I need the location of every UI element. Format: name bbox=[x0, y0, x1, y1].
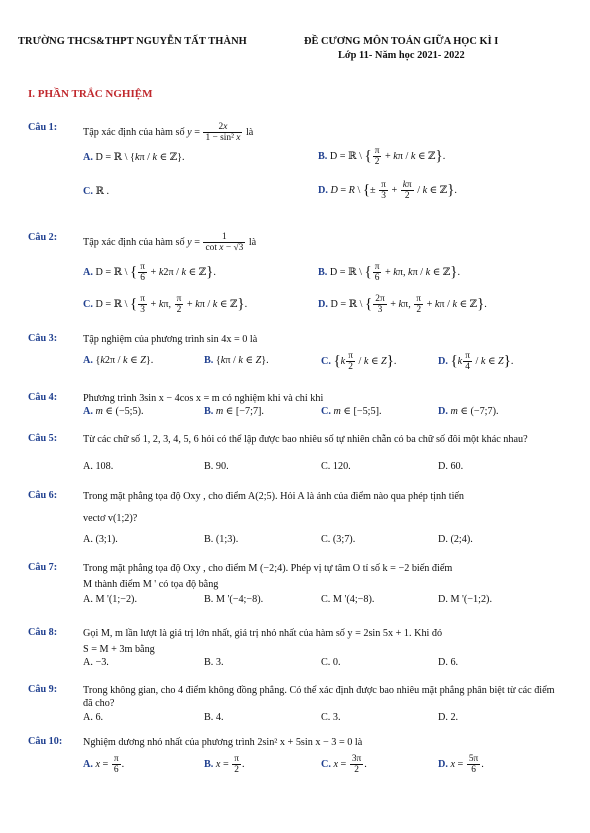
option-b[interactable]: B. 4. bbox=[204, 712, 224, 723]
option-c[interactable]: C. {k $\frac{\pi}{2}$ / k ∈ Z}. bbox=[321, 351, 397, 372]
question-label: Câu 4: bbox=[28, 392, 58, 403]
question-text-2: M thành điểm M ' có tọa độ bằng bbox=[83, 579, 219, 590]
option-b[interactable]: B. D = ℝ \ { $\frac{\pi}{2}$ + kπ / k ∈ ℤ}. bbox=[318, 146, 446, 167]
option-d[interactable]: D. M '(−1;2). bbox=[438, 594, 492, 605]
option-c[interactable]: C. D = ℝ \ { $\frac{\pi}{3}$ + kπ, $\frac{\pi}{2}$ + kπ / k ∈ ℤ}. bbox=[83, 294, 248, 315]
option-a[interactable]: A. m ∈ (−5;5). bbox=[83, 406, 144, 417]
question-text: Từ các chữ số 1, 2, 3, 4, 5, 6 hỏi có thể lập được bao nhiêu số tự nhiên chẵn có ba chữ số đôi một khác nhau? bbox=[83, 434, 528, 445]
option-d[interactable]: D. {k $\frac{\pi}{4}$ / k ∈ Z}. bbox=[438, 351, 514, 372]
option-d[interactable]: D. (2;4). bbox=[438, 534, 473, 545]
option-a[interactable]: A. x = $\frac{\pi}{6}$ . bbox=[83, 754, 125, 775]
option-b[interactable]: B. D = ℝ \ { $\frac{\pi}{6}$ + kπ, kπ / k ∈ ℤ}. bbox=[318, 262, 461, 283]
option-a[interactable]: A. D = ℝ \ { $\frac{\pi}{6}$ + k2π / k ∈ ℤ}. bbox=[83, 262, 216, 283]
option-b[interactable]: B. (1;3). bbox=[204, 534, 239, 545]
option-b[interactable]: B. m ∈ [−7;7]. bbox=[204, 406, 264, 417]
question-text: Tập nghiệm của phương trình sin 4x = 0 là bbox=[83, 334, 258, 345]
document-subtitle: Lớp 11- Năm học 2021- 2022 bbox=[338, 50, 465, 61]
option-d[interactable]: D. 2. bbox=[438, 712, 459, 723]
question-text: Nghiệm dương nhỏ nhất của phương trình 2sin² x + 5sin x − 3 = 0 là bbox=[83, 737, 363, 748]
option-a[interactable]: A. 6. bbox=[83, 712, 104, 723]
option-c[interactable]: C. x = $\frac{3\pi}{2}$ . bbox=[321, 754, 367, 775]
option-c[interactable]: C. M '(4;−8). bbox=[321, 594, 375, 605]
option-b[interactable]: B. {kπ / k ∈ Z}. bbox=[204, 355, 269, 366]
option-b[interactable]: B. x = $\frac{\pi}{2}$ . bbox=[204, 754, 245, 775]
option-c[interactable]: C. 3. bbox=[321, 712, 341, 723]
question-text: Tập xác định của hàm số y = $\frac{1}{\text{cot x − √3}}$ là bbox=[83, 232, 257, 253]
option-d[interactable]: D. 60. bbox=[438, 461, 464, 472]
option-b[interactable]: B. 3. bbox=[204, 657, 224, 668]
question-label: Câu 5: bbox=[28, 433, 58, 444]
option-c[interactable]: C. m ∈ [−5;5]. bbox=[321, 406, 382, 417]
option-d[interactable]: D. D = ℝ \ { $\frac{2\pi}{3}$ + kπ, $\frac{\pi}{2}$ + kπ / k ∈ ℤ}. bbox=[318, 294, 487, 315]
question-text: Phương trình 3sin x − 4cos x = m có nghiệm khi và chỉ khi bbox=[83, 393, 324, 404]
option-a[interactable]: A. D = ℝ \ {kπ / k ∈ ℤ}. bbox=[83, 152, 185, 163]
question-text: Trong mặt phẳng tọa độ Oxy , cho điểm A(2;5). Hỏi A là ảnh của điểm nào qua phép tịnh tiến bbox=[83, 491, 465, 502]
option-b[interactable]: B. M '(−4;−8). bbox=[204, 594, 264, 605]
question-label: Câu 6: bbox=[28, 490, 58, 501]
school-name: TRƯỜNG THCS&THPT NGUYỄN TẤT THÀNH bbox=[18, 36, 247, 47]
question-label: Câu 10: bbox=[28, 736, 63, 747]
question-label: Câu 3: bbox=[28, 333, 58, 344]
option-d[interactable]: D. 6. bbox=[438, 657, 459, 668]
option-c[interactable]: C. (3;7). bbox=[321, 534, 356, 545]
option-c[interactable]: C. ℝ . bbox=[83, 186, 110, 197]
option-a[interactable]: A. 108. bbox=[83, 461, 114, 472]
option-c[interactable]: C. 120. bbox=[321, 461, 351, 472]
question-label: Câu 1: bbox=[28, 122, 58, 133]
option-d[interactable]: D. x = $\frac{5\pi}{6}$ . bbox=[438, 754, 484, 775]
option-d[interactable]: D. m ∈ (−7;7). bbox=[438, 406, 499, 417]
option-a[interactable]: A. (3;1). bbox=[83, 534, 118, 545]
option-c[interactable]: C. 0. bbox=[321, 657, 341, 668]
option-a[interactable]: A. {k2π / k ∈ Z}. bbox=[83, 355, 154, 366]
question-text: Gọi M, m lần lượt là giá trị lớn nhất, giá trị nhỏ nhất của hàm số y = 2sin 5x + 1. Khi đó bbox=[83, 628, 443, 639]
question-label: Câu 8: bbox=[28, 627, 58, 638]
section-title: I. PHẦN TRẮC NGHIỆM bbox=[28, 88, 153, 100]
document-title: ĐỀ CƯƠNG MÔN TOÁN GIỮA HỌC KÌ I bbox=[304, 36, 499, 47]
question-text-2: S = M + 3m bằng bbox=[83, 644, 155, 655]
question-text: Trong không gian, cho 4 điểm không đồng phẳng. Có thể xác định được bao nhiêu mặt phẳng phân biệt từ các điểm đã cho? bbox=[83, 685, 555, 709]
question-label: Câu 2: bbox=[28, 232, 58, 243]
question-label: Câu 9: bbox=[28, 684, 58, 695]
option-b[interactable]: B. 90. bbox=[204, 461, 229, 472]
option-a[interactable]: A. −3. bbox=[83, 657, 109, 668]
option-d[interactable]: D. D = R \ {± $\frac{\pi}{3}$ + $\frac{k\pi}{2}$ / k ∈ ℤ}. bbox=[318, 180, 457, 201]
question-text: Tập xác định của hàm số y = $\frac{2x}{\text{1 − sin² x}}$ là bbox=[83, 122, 254, 143]
question-label: Câu 7: bbox=[28, 562, 58, 573]
question-text: Trong mặt phẳng tọa độ Oxy , cho điểm M (−2;4). Phép vị tự tâm O tỉ số k = −2 biến điểm bbox=[83, 563, 453, 574]
option-a[interactable]: A. M '(1;−2). bbox=[83, 594, 137, 605]
question-text-2: vectơ v(1;2)? bbox=[83, 513, 138, 524]
